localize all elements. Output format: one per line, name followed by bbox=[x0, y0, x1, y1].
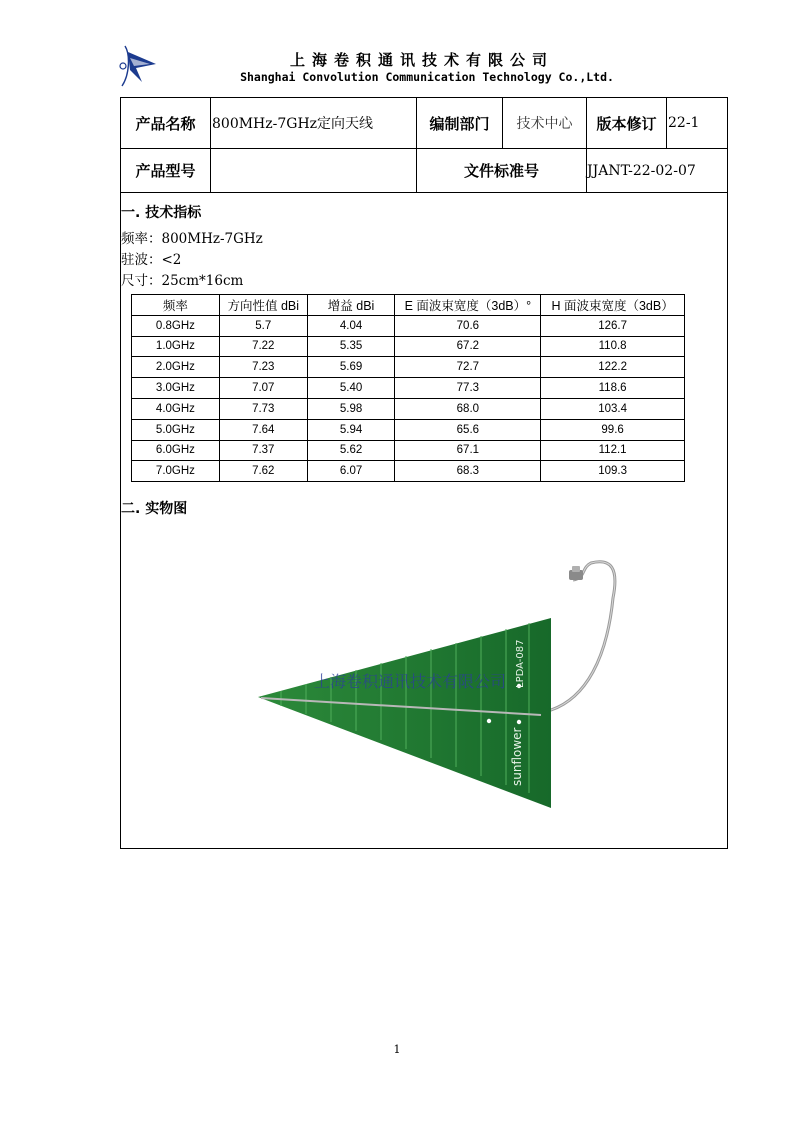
section-title-photo: 二. 实物图 bbox=[121, 501, 188, 517]
table-cell: 1.0GHz bbox=[132, 336, 220, 357]
table-cell: 110.8 bbox=[541, 336, 685, 357]
table-cell: 5.69 bbox=[307, 357, 395, 378]
table-row bbox=[132, 315, 685, 336]
info-table-bottom bbox=[121, 192, 727, 193]
performance-table bbox=[131, 294, 685, 482]
table-cell: 7.22 bbox=[219, 336, 307, 357]
table-cell: 5.98 bbox=[307, 398, 395, 419]
table-cell: 70.6 bbox=[395, 315, 541, 336]
revision-value: 22-1 bbox=[668, 115, 700, 131]
table-cell: 7.0GHz bbox=[132, 461, 220, 482]
header-directivity: 方向性值 dBi bbox=[219, 295, 307, 316]
table-cell: 122.2 bbox=[541, 357, 685, 378]
table-cell: 67.1 bbox=[395, 440, 541, 461]
section-title-specs: 一. 技术指标 bbox=[121, 205, 202, 221]
table-cell: 3.0GHz bbox=[132, 378, 220, 399]
table-cell: 6.0GHz bbox=[132, 440, 220, 461]
table-cell: 7.73 bbox=[219, 398, 307, 419]
table-cell: 68.3 bbox=[395, 461, 541, 482]
table-cell: 67.2 bbox=[395, 336, 541, 357]
table-cell: 5.35 bbox=[307, 336, 395, 357]
product-name-value: 800MHz-7GHz定向天线 bbox=[212, 116, 374, 132]
table-row bbox=[132, 357, 685, 378]
info-col-divider bbox=[666, 98, 667, 148]
pcb-brand-text: sunflower bbox=[510, 727, 524, 786]
table-cell: 7.37 bbox=[219, 440, 307, 461]
product-name-label: 产品名称 bbox=[135, 114, 196, 133]
table-cell: 5.40 bbox=[307, 378, 395, 399]
table-cell: 2.0GHz bbox=[132, 357, 220, 378]
table-cell: 0.8GHz bbox=[132, 315, 220, 336]
page-number: 1 bbox=[393, 1043, 401, 1056]
table-header-row bbox=[132, 295, 685, 316]
doc-no-label: 文件标准号 bbox=[463, 162, 539, 180]
pcb-model-text: LPDA-087 bbox=[515, 639, 526, 688]
table-cell: 118.6 bbox=[541, 378, 685, 399]
table-row bbox=[132, 461, 685, 482]
spec-frequency: 频率：800MHz-7GHz bbox=[121, 231, 263, 247]
table-cell: 5.62 bbox=[307, 440, 395, 461]
table-cell: 126.7 bbox=[541, 315, 685, 336]
dept-value: 技术中心 bbox=[516, 116, 573, 132]
table-cell: 5.0GHz bbox=[132, 419, 220, 440]
table-row bbox=[132, 419, 685, 440]
table-cell: 7.07 bbox=[219, 378, 307, 399]
table-cell: 109.3 bbox=[541, 461, 685, 482]
company-name-cn: 上海卷积通讯技术有限公司 bbox=[289, 51, 554, 69]
table-cell: 72.7 bbox=[395, 357, 541, 378]
photo-watermark: 上海卷积通讯技术有限公司 bbox=[314, 672, 507, 691]
table-cell: 112.1 bbox=[541, 440, 685, 461]
table-cell: 103.4 bbox=[541, 398, 685, 419]
table-cell: 65.6 bbox=[395, 419, 541, 440]
doc-no-value: JJANT-22-02-07 bbox=[587, 162, 696, 179]
table-cell: 5.7 bbox=[219, 315, 307, 336]
header-frequency: 频率 bbox=[132, 295, 220, 316]
spec-vswr: 驻波：<2 bbox=[121, 252, 182, 268]
header-e-plane: E 面波束宽度（3dB）° bbox=[395, 295, 541, 316]
company-name-en: Shanghai Convolution Communication Technology Co.,Ltd. bbox=[240, 70, 614, 84]
model-label: 产品型号 bbox=[135, 162, 196, 180]
table-cell: 6.07 bbox=[307, 461, 395, 482]
table-cell: 7.64 bbox=[219, 419, 307, 440]
table-cell: 5.94 bbox=[307, 419, 395, 440]
spec-size: 尺寸：25cm*16cm bbox=[121, 273, 244, 289]
table-cell: 4.04 bbox=[307, 315, 395, 336]
header-gain: 增益 dBi bbox=[307, 295, 395, 316]
table-row bbox=[132, 398, 685, 419]
revision-label: 版本修订 bbox=[596, 114, 657, 133]
table-row bbox=[132, 378, 685, 399]
table-cell: 68.0 bbox=[395, 398, 541, 419]
dept-label: 编制部门 bbox=[429, 114, 490, 133]
table-cell: 77.3 bbox=[395, 378, 541, 399]
table-cell: 7.23 bbox=[219, 357, 307, 378]
table-row bbox=[132, 440, 685, 461]
table-cell: 99.6 bbox=[541, 419, 685, 440]
document-frame bbox=[120, 97, 728, 849]
table-row bbox=[132, 336, 685, 357]
model-value bbox=[211, 149, 416, 192]
header-h-plane: H 面波束宽度（3dB） bbox=[541, 295, 685, 316]
table-cell: 4.0GHz bbox=[132, 398, 220, 419]
table-cell: 7.62 bbox=[219, 461, 307, 482]
